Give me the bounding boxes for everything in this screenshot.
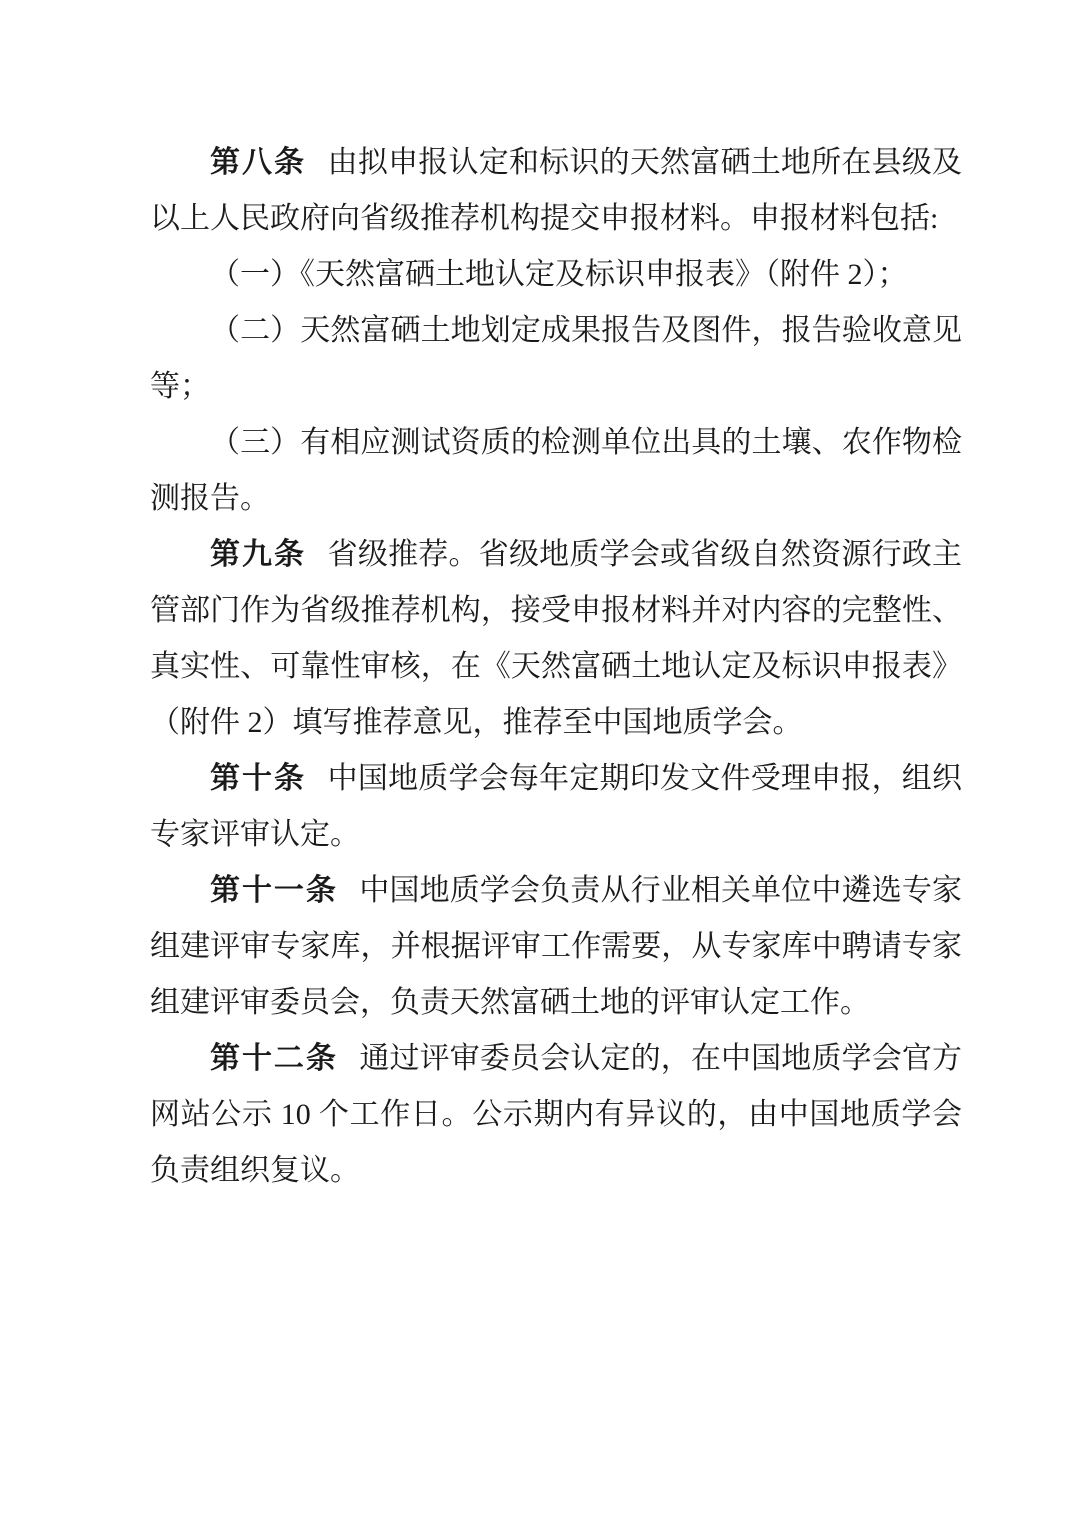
- article-paragraph: [150, 135, 962, 247]
- list-item-paragraph: [150, 247, 962, 303]
- article-heading: 第十条: [210, 762, 307, 795]
- paragraph-text: （一）《天然富硒土地认定及标识申报表》（附件 2）；: [210, 258, 908, 291]
- paragraph-text: 中国地质学会负责从行业相关单位中遴选专家组建评审专家库，并根据评审工作需要，从专家库中聘请专家组建评审委员会，负责天然富硒土地的评审认定工作。: [150, 874, 963, 1019]
- article-heading: 第九条: [210, 538, 307, 571]
- list-item-paragraph: [150, 303, 962, 415]
- paragraph-text: 通过评审委员会认定的，在中国地质学会官方网站公示 10 个工作日。公示期内有异议的，由中国地质学会负责组织复议。: [150, 1042, 963, 1187]
- paragraph-text: 由拟申报认定和标识的天然富硒土地所在县级及以上人民政府向省级推荐机构提交申报材料。申报材料包括:: [150, 146, 963, 235]
- paragraph-text: （二）天然富硒土地划定成果报告及图件，报告验收意见等；: [150, 314, 962, 403]
- article-paragraph: [150, 863, 962, 1031]
- paragraph-text: 省级推荐。省级地质学会或省级自然资源行政主管部门作为省级推荐机构，接受申报材料并对内容的完整性、真实性、可靠性审核，在《天然富硒土地认定及标识申报表》（附件 2）填写推荐意见，推荐至中国地质学会。: [150, 538, 963, 739]
- paragraph-text: 中国地质学会每年定期印发文件受理申报，组织专家评审认定。: [150, 762, 963, 851]
- article-paragraph: [150, 751, 962, 863]
- article-heading: 第八条: [210, 146, 307, 179]
- article-paragraph: [150, 1031, 962, 1199]
- article-heading: 第十二条: [210, 1042, 338, 1075]
- document-body: [150, 135, 962, 1199]
- paragraph-text: （三）有相应测试资质的检测单位出具的土壤、农作物检测报告。: [150, 426, 962, 515]
- article-heading: 第十一条: [210, 874, 338, 907]
- list-item-paragraph: [150, 415, 962, 527]
- article-paragraph: [150, 527, 962, 751]
